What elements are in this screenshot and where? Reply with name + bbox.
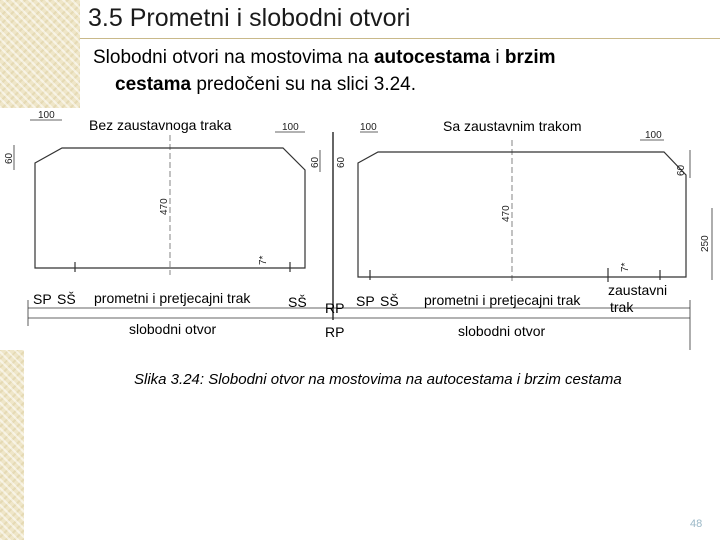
intro-bold-brzim: brzim <box>504 47 556 68</box>
dim-100-left-right: 100 <box>282 122 299 133</box>
intro-text: Slobodni otvori na mostovima na <box>93 47 374 68</box>
left-heading: Bez zaustavnoga traka <box>89 117 232 133</box>
dim-100-left: 100 <box>38 110 55 121</box>
right-clearance-label: slobodni otvor <box>458 323 546 339</box>
dim-470-left: 470 <box>159 198 170 215</box>
dim-470-right: 470 <box>501 205 512 222</box>
stop-lane-label-line1: zaustavni <box>608 282 668 298</box>
label-rp-upper: RP <box>325 300 345 316</box>
left-clearance-label: slobodni otvor <box>129 321 217 337</box>
slide-title: 3.5 Prometni i slobodni otvori <box>88 4 411 32</box>
intro-text: i <box>490 47 505 68</box>
figure-caption: Slika 3.24: Slobodni otvor na mostovima na autocestama i brzim cestama <box>134 371 622 388</box>
dim-60-left: 60 <box>4 152 15 164</box>
label-ss-left: SŠ <box>57 291 76 307</box>
right-heading: Sa zaustavnim trakom <box>443 118 582 134</box>
label-rp-lower: RP <box>325 324 345 340</box>
dim-100-right: 100 <box>645 130 662 141</box>
label-sp-right: SP <box>356 293 375 309</box>
dim-100-right-left: 100 <box>360 122 377 133</box>
label-ss-left-edge: SŠ <box>288 294 307 310</box>
page-number: 48 <box>690 518 703 530</box>
intro-bold-autocestama: autocestama <box>373 47 491 68</box>
label-sp-left: SP <box>33 291 52 307</box>
stop-lane-label-line2: trak <box>610 299 634 315</box>
intro-bold-cestama: cestama <box>115 74 192 95</box>
dim-7-right: 7* <box>620 262 631 272</box>
dim-60-center-a: 60 <box>310 156 321 168</box>
right-traffic-lane-label: prometni i pretjecajni trak <box>424 292 581 308</box>
right-clearance-outline <box>358 152 686 277</box>
intro-text: predočeni su na slici 3.24. <box>191 74 417 95</box>
dim-250: 250 <box>700 235 711 252</box>
dim-60-right: 60 <box>676 164 687 176</box>
left-traffic-lane-label: prometni i pretjecajni trak <box>94 290 251 306</box>
dim-60-center-b: 60 <box>336 156 347 168</box>
label-ss-right: SŠ <box>380 293 399 309</box>
dim-7-left: 7* <box>258 255 269 265</box>
